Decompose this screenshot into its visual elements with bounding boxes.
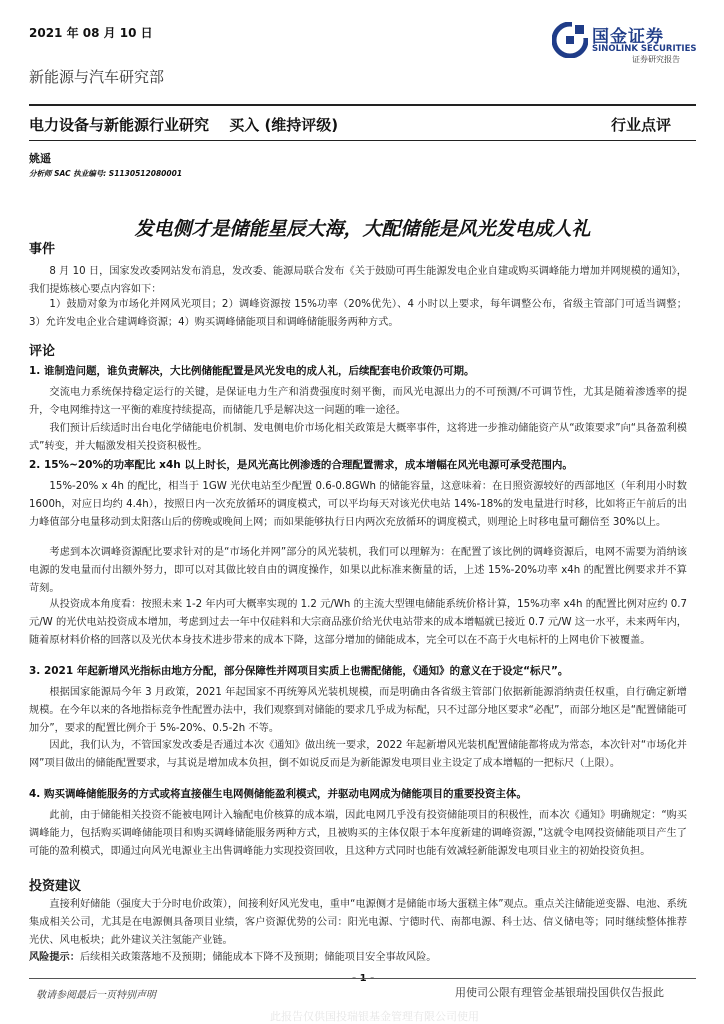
report-headline: 发电侧才是储能星辰大海，大配储能是风光发电成人礼 bbox=[134, 218, 591, 240]
review-point-2-title: 2. 15%~20%的功率配比 x4h 以上时长，是风光高比例渗透的合理配置需求，成本增幅在风光电源可承受范围内。 bbox=[29, 459, 573, 471]
header-divider-bottom bbox=[29, 140, 696, 141]
footer-disclaimer: 敬请参阅最后一页特别声明 bbox=[36, 990, 156, 1001]
review-point-3-paragraph-2: 因此，我们认为，不管国家发改委是否通过本次《通知》做出统一要求，2022 年起新增风光装机配置储能都将成为常态，本次针对“市场化并网”项目做出的储能配置要求，与其说是增加成本负担，倒不如说反而是为新能源发电项目业主设定了成本增幅的一把标尺（上限）。 bbox=[29, 740, 687, 769]
logo-name: 国金证券 bbox=[592, 27, 664, 47]
section-heading-advice: 投资建议 bbox=[29, 879, 82, 894]
review-point-1-paragraph-1: 交流电力系统保持稳定运行的关键，是保证电力生产和消费强度时刻平衡，而风光电源出力的不可预测/不可调节性，尤其是随着渗透率的提升，令电网维持这一平衡的难度持续提高，而储能几乎是解决这一问题的唯一途径。 bbox=[29, 387, 687, 416]
header-divider-top bbox=[29, 104, 696, 106]
analyst-license: 分析师 SAC 执业编号: S1130512080001 bbox=[29, 169, 183, 178]
review-point-4-paragraph-1: 此前，由于储能相关投资不能被电网计入输配电价核算的成本端，因此电网几乎没有投资储能项目的积极性，而本次《通知》明确规定：“购买调峰能力，包括购买调峰储能项目和购买调峰储能服务两种方式，且被购买的主体仅限于本年度新建的调峰资源，”这就令电网投资储能项目产生了可能的盈利模式，即通过向风光电源业主出售调峰能力实现投资回收，且这种方式同时也能有效减轻新能源发电项目业主的初始投资负担。 bbox=[29, 810, 687, 857]
footer-usage-notice: 用使司公限有理管金基银瑞投国供仅告报此 bbox=[455, 986, 664, 999]
review-point-2-paragraph-1: 15%-20% x 4h 的配比，相当于 1GW 光伏电站至少配置 0.6-0.8GWh 的储能容量，这意味着：在日照资源较好的西部地区（年利用小时数 1600h，对应日均约 4.4h），按照日内一次充放循环的调度模式，可以平均每天对该光伏电站 14%-18%的发电量进行时移，比如将正午前后的出力峰值部分电量移动到太阳落山后的傍晚或晚间上网；而如果能够执行日内两次充放循环的调度模式，则理论上时移电量可翻倍至 30%以上。 bbox=[29, 481, 687, 528]
logo-english-name: SINOLINK SECURITIES bbox=[592, 44, 697, 54]
risk-warning bbox=[29, 948, 437, 963]
risk-label: 风险提示： bbox=[29, 952, 80, 963]
review-point-2-paragraph-2: 考虑到本次调峰资源配比要求针对的是“市场化并网”部分的风光装机，我们可以理解为：在配置了该比例的调峰资源后，电网不需要为消纳该电源的发电量而付出额外努力，即可以对其做比较自由的调度操作，如果以此标准来衡量的话，上述 15%-20%功率 x4h 的配置比例要求并不算苛刻。 bbox=[29, 547, 687, 594]
risk-text: 后续相关政策落地不及预期；储能成本下降不及预期；储能项目安全事故风险。 bbox=[79, 952, 437, 963]
event-paragraph-2: 1）鼓励对象为市场化并网风光项目；2）调峰资源按 15%功率（20%优先）、4 小时以上要求，每年调整公布，省级主管部门可适当调整；3）允许发电企业合建调峰资源；4）购买调峰储能项目和调峰储能服务两种方式。 bbox=[29, 299, 687, 328]
watermark-text: 此报告仅供国投瑞银基金管理有限公司使用 bbox=[270, 1010, 479, 1023]
analyst-name: 姚遥 bbox=[29, 152, 51, 165]
event-paragraph-1: 8 月 10 日，国家发改委网站发布消息，发改委、能源局联合发布《关于鼓励可再生能源发电企业自建或购买调峰能力增加并网规模的通知》，我们提炼核心要点内容如下： bbox=[29, 266, 687, 295]
section-heading-review: 评论 bbox=[29, 344, 56, 359]
sinolink-logo-icon bbox=[552, 22, 588, 58]
department-name: 新能源与汽车研究部 bbox=[29, 68, 165, 86]
review-point-3-title: 3. 2021 年起新增风光指标由地方分配，部分保障性并网项目实质上也需配储能，《通知》的意义在于设定“标尺”。 bbox=[29, 665, 569, 677]
report-date: 2021 年 08 月 10 日 bbox=[29, 26, 153, 40]
section-heading-event: 事件 bbox=[29, 242, 56, 257]
review-point-3-paragraph-1: 根据国家能源局今年 3 月政策，2021 年起国家不再统筹风光装机规模，而是明确由各省级主管部门依据新能源消纳责任权重，自行确定新增规模。在今年以来的各地指标竞争性配置办法中，我们观察到对储能的要求几乎成为标配，只不过部分地区要求“必配”，而部分地区是“配置储能可加分”，要求的配置比例介于 5%-20%、0.5-2h 不等。 bbox=[29, 687, 687, 734]
review-point-4-title: 4. 购买调峰储能服务的方式或将直接催生电网侧储能盈利模式，并驱动电网成为储能项目的重要投资主体。 bbox=[29, 788, 527, 800]
industry-title: 电力设备与新能源行业研究 买入 (维持评级) bbox=[29, 116, 339, 134]
report-type-label: 证券研究报告 bbox=[632, 55, 680, 64]
review-point-1-paragraph-2: 我们预计后续适时出台电化学储能电价机制、发电侧电价市场化相关政策是大概率事件，这将进一步推动储能资产从“政策要求”向“具备盈利模式”转变，并大幅激发相关投资积极性。 bbox=[29, 423, 687, 452]
report-category: 行业点评 bbox=[611, 116, 672, 134]
advice-paragraph: 直接利好储能（强度大于分时电价政策），间接利好风光发电，重申“电源侧才是储能市场大蛋糕主体”观点。重点关注储能逆变器、电池、系统集成相关公司，尤其是在电源侧具备项目业绩，客户资源优势的公司：阳光电源、宁德时代、南都电源、科士达、信义储电等；同时继续整体推荐光伏、风电板块；此外建议关注氢能产业链。 bbox=[29, 899, 687, 946]
review-point-1-title: 1. 谁制造问题，谁负责解决，大比例储能配置是风光发电的成人礼，后续配套电价政策仍可期。 bbox=[29, 365, 475, 377]
footer-divider bbox=[29, 978, 696, 979]
review-point-2-paragraph-3: 从投资成本角度看：按照未来 1-2 年内可大概率实现的 1.2 元/Wh 的主流大型锂电储能系统价格计算，15%功率 x4h 的配置比例对应约 0.7 元/W 的光伏电站投资成本增加，考虑到过去一年中仅硅料和大宗商品涨价给光伏电站带来的成本增幅就已接近 0.7 元/W 这一水平，未来两年内，随着原材料价格的回落以及光伏本身技术进步带来的成本下降，这部分增加的储能成本，完全可以在不高于火电标杆的上网电价下被覆盖。 bbox=[29, 599, 687, 646]
